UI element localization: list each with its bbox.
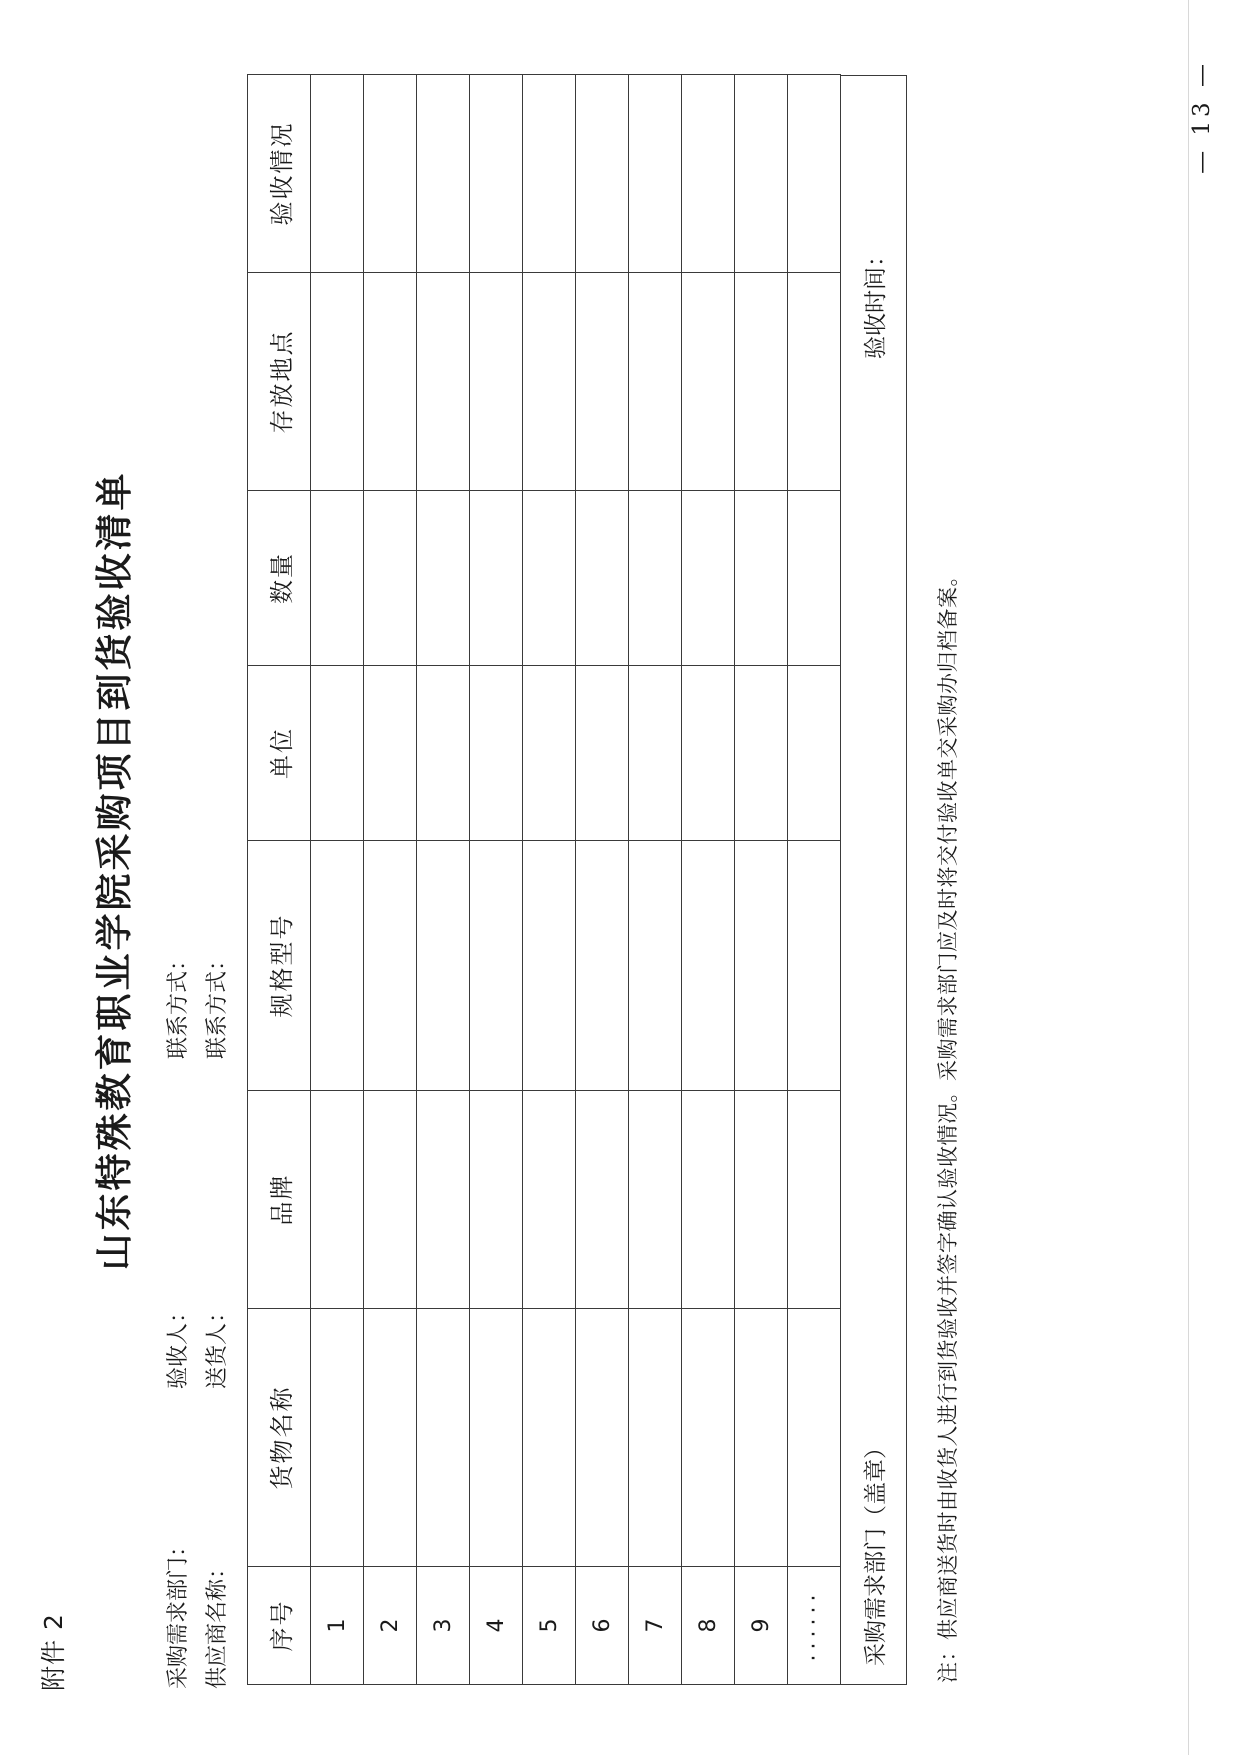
- cell-quantity[interactable]: [523, 491, 576, 666]
- table-row: [523, 75, 576, 1685]
- cell-index: ······: [788, 1567, 841, 1685]
- cell-quantity[interactable]: [417, 491, 470, 666]
- cell-brand[interactable]: [364, 1091, 417, 1309]
- cell-index: 1: [311, 1567, 364, 1685]
- cell-goods-name[interactable]: [470, 1309, 523, 1567]
- meta-deliverer-contact-label: 联系方式：: [204, 948, 230, 1059]
- cell-model[interactable]: [735, 841, 788, 1091]
- cell-quantity[interactable]: [629, 491, 682, 666]
- cell-model[interactable]: [364, 841, 417, 1091]
- cell-unit[interactable]: [417, 666, 470, 841]
- cell-goods-name[interactable]: [523, 1309, 576, 1567]
- meta-block: [160, 40, 237, 1689]
- cell-index: 6: [576, 1567, 629, 1685]
- cell-storage-location[interactable]: [576, 273, 629, 491]
- cell-model[interactable]: [523, 841, 576, 1091]
- table-row: [735, 75, 788, 1685]
- cell-storage-location[interactable]: [788, 273, 841, 491]
- cell-acceptance-result[interactable]: [682, 75, 735, 273]
- cell-acceptance-result[interactable]: [417, 75, 470, 273]
- cell-brand[interactable]: [417, 1091, 470, 1309]
- cell-acceptance-result[interactable]: [629, 75, 682, 273]
- cell-quantity[interactable]: [682, 491, 735, 666]
- cell-unit[interactable]: [788, 666, 841, 841]
- table-row: [682, 75, 735, 1685]
- cell-goods-name[interactable]: [629, 1309, 682, 1567]
- cell-model[interactable]: [576, 841, 629, 1091]
- cell-goods-name[interactable]: [576, 1309, 629, 1567]
- table-row: [311, 75, 364, 1685]
- cell-quantity[interactable]: [311, 491, 364, 666]
- cell-brand[interactable]: [311, 1091, 364, 1309]
- table-header-row: [248, 75, 311, 1685]
- cell-storage-location[interactable]: [311, 273, 364, 491]
- cell-index: 8: [682, 1567, 735, 1685]
- cell-storage-location[interactable]: [629, 273, 682, 491]
- cell-storage-location[interactable]: [417, 273, 470, 491]
- table-row: [788, 75, 841, 1685]
- table-row: [629, 75, 682, 1685]
- cell-unit[interactable]: [470, 666, 523, 841]
- attachment-label: 附件 2: [39, 1613, 68, 1691]
- cell-storage-location[interactable]: [470, 273, 523, 491]
- cell-model[interactable]: [682, 841, 735, 1091]
- cell-quantity[interactable]: [735, 491, 788, 666]
- column-header-goods-name: 货物名称: [248, 1309, 311, 1567]
- cell-goods-name[interactable]: [417, 1309, 470, 1567]
- cell-acceptance-result[interactable]: [523, 75, 576, 273]
- table-row: [576, 75, 629, 1685]
- cell-acceptance-result[interactable]: [470, 75, 523, 273]
- cell-model[interactable]: [470, 841, 523, 1091]
- cell-model[interactable]: [311, 841, 364, 1091]
- cell-model[interactable]: [788, 841, 841, 1091]
- acceptance-table: [247, 74, 841, 1685]
- cell-goods-name[interactable]: [364, 1309, 417, 1567]
- cell-goods-name[interactable]: [311, 1309, 364, 1567]
- table-row: [364, 75, 417, 1685]
- cell-acceptance-result[interactable]: [735, 75, 788, 273]
- cell-quantity[interactable]: [470, 491, 523, 666]
- cell-unit[interactable]: [523, 666, 576, 841]
- cell-storage-location[interactable]: [735, 273, 788, 491]
- cell-brand[interactable]: [523, 1091, 576, 1309]
- cell-index: 2: [364, 1567, 417, 1685]
- cell-goods-name[interactable]: [788, 1309, 841, 1567]
- cell-index: 5: [523, 1567, 576, 1685]
- meta-receiver-contact-label: 联系方式：: [166, 948, 191, 1059]
- cell-unit[interactable]: [629, 666, 682, 841]
- cell-quantity[interactable]: [788, 491, 841, 666]
- cell-unit[interactable]: [682, 666, 735, 841]
- cell-brand[interactable]: [629, 1091, 682, 1309]
- column-header-brand: 品牌: [248, 1091, 311, 1309]
- cell-brand[interactable]: [788, 1091, 841, 1309]
- page-number: — 13 —: [1189, 60, 1215, 174]
- column-header-quantity: 数量: [248, 491, 311, 666]
- cell-acceptance-result[interactable]: [576, 75, 629, 273]
- cell-brand[interactable]: [576, 1091, 629, 1309]
- cell-storage-location[interactable]: [364, 273, 417, 491]
- cell-quantity[interactable]: [576, 491, 629, 666]
- page-title: 山东特殊教育职业学院采购项目到货验收清单: [92, 470, 136, 1271]
- cell-brand[interactable]: [470, 1091, 523, 1309]
- cell-acceptance-result[interactable]: [311, 75, 364, 273]
- cell-goods-name[interactable]: [682, 1309, 735, 1567]
- signature-row: [841, 75, 907, 1685]
- meta-department-label: 采购需求部门：: [166, 1534, 191, 1689]
- signature-department-label: 采购需求部门（盖章）: [863, 1436, 889, 1666]
- meta-row: [199, 40, 238, 1689]
- cell-unit[interactable]: [311, 666, 364, 841]
- cell-acceptance-result[interactable]: [364, 75, 417, 273]
- cell-unit[interactable]: [576, 666, 629, 841]
- cell-quantity[interactable]: [364, 491, 417, 666]
- meta-supplier-label: 供应商名称：: [204, 1556, 230, 1689]
- cell-model[interactable]: [417, 841, 470, 1091]
- cell-index: 7: [629, 1567, 682, 1685]
- acceptance-time-label: 验收时间：: [863, 244, 889, 359]
- cell-index: 9: [735, 1567, 788, 1685]
- cell-unit[interactable]: [364, 666, 417, 841]
- cell-index: 4: [470, 1567, 523, 1685]
- meta-receiver-label: 验收人：: [166, 1300, 191, 1389]
- column-header-storage-location: 存放地点: [248, 273, 311, 491]
- column-header-model: 规格型号: [248, 841, 311, 1091]
- cell-brand[interactable]: [682, 1091, 735, 1309]
- cell-goods-name[interactable]: [735, 1309, 788, 1567]
- meta-row: [160, 40, 199, 1689]
- column-header-index: 序号: [248, 1567, 311, 1685]
- column-header-unit: 单位: [248, 666, 311, 841]
- scan-edge-line: [1188, 0, 1189, 1755]
- cell-storage-location[interactable]: [523, 273, 576, 491]
- meta-deliverer-label: 送货人：: [204, 1300, 230, 1389]
- table-row: [470, 75, 523, 1685]
- table-row: [417, 75, 470, 1685]
- cell-storage-location[interactable]: [682, 273, 735, 491]
- cell-model[interactable]: [629, 841, 682, 1091]
- cell-unit[interactable]: [735, 666, 788, 841]
- column-header-acceptance-result: 验收情况: [248, 75, 311, 273]
- cell-brand[interactable]: [735, 1091, 788, 1309]
- cell-acceptance-result[interactable]: [788, 75, 841, 273]
- cell-index: 3: [417, 1567, 470, 1685]
- footnote: 注：供应商送货时由收货人进行到货验收并签字确认验收情况。采购需求部门应及时将交付验收单交采购办归档备案。: [936, 565, 960, 1683]
